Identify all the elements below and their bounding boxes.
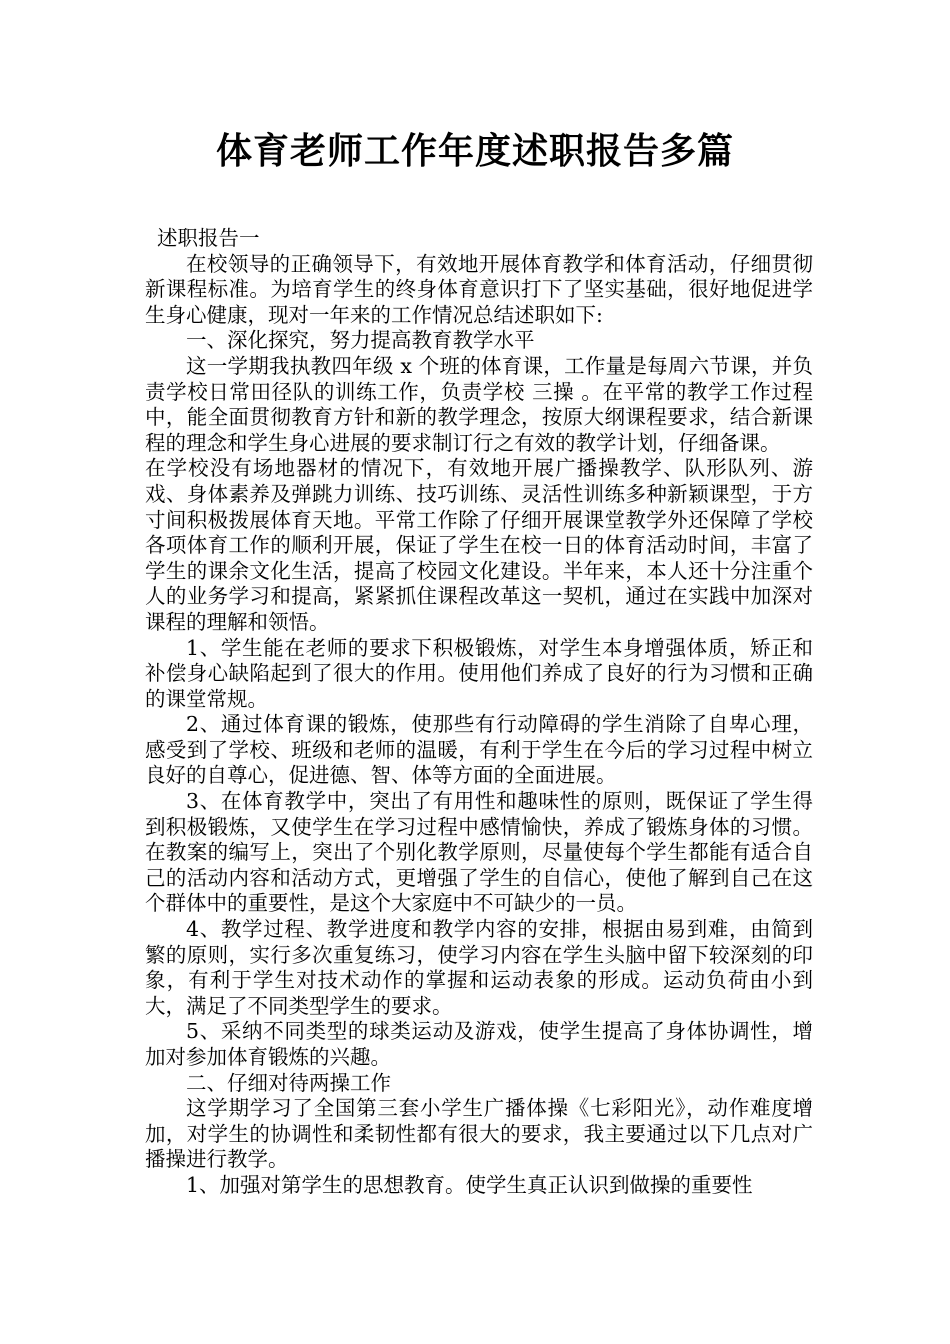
heading-section-one: 一、深化探究，努力提高教育教学水平 [186, 328, 535, 353]
paragraph: 这学期学习了全国第三套小学生广播体操《七彩阳光》，动作难度增加，对学生的协调性和柔韧性都有很大的要求，我主要通过以下几点对广播操进行教学。 [145, 1096, 813, 1172]
list-item: 1、学生能在老师的要求下积极锻炼，对学生本身增强体质，矫正和补偿身心缺陷起到了很大的作用。使用他们养成了良好的行为习惯和正确的课堂常规。 [145, 635, 813, 711]
list-item: 2、通过体育课的锻炼，使那些有行动障碍的学生消除了自卑心理，感受到了学校、班级和老师的温暖，有利于学生在今后的学习过程中树立良好的自尊心，促进德、智、体等方面的全面进展。 [145, 712, 813, 788]
document-title: 体育老师工作年度述职报告多篇 [215, 131, 734, 172]
list-item: 3、在体育教学中，突出了有用性和趣味性的原则，既保证了学生得到积极锻炼，又使学生在学习过程中感情愉快，养成了锻炼身体的习惯。在教案的编写上，突出了个别化教学原则，尽量使每个学生都能有适合自己的活动内容和活动方式，更增强了学生的自信心，使他了解到自己在这个群体中的重要性，是这个大家庭中不可缺少的一员。 [145, 789, 813, 916]
paragraph: 这一学期我执教四年级 x 个班的体育课，工作量是每周六节课，并负责学校日常田径队的训练工作，负责学校 三操 。在平常的教学工作过程中，能全面贯彻教育方针和新的教学理念，按原大纲课程要求，结合新课程的理念和学生身心进展的要求制订行之有效的教学计划，仔细备课。 [145, 353, 813, 455]
document-body [145, 226, 813, 1199]
report-section-label: 述职报告一 [157, 226, 260, 250]
paragraph-intro: 在校领导的正确领导下，有效地开展体育教学和体育活动，仔细贯彻新课程标准。为培育学生的终身体育意识打下了坚实基础，很好地促进学生身心健康，现对一年来的工作情况总结述职如下: [145, 251, 813, 327]
paragraph: 在学校没有场地器材的情况下，有效地开展广播操教学、队形队列、游戏、身体素养及弹跳力训练、技巧训练、灵活性训练多种新颖课型，于方寸间积极拨展体育天地。平常工作除了仔细开展课堂教学外还保障了学校各项体育工作的顺利开展，保证了学生在校一日的体育活动时间，丰富了学生的课余文化生活，提高了校园文化建设。半年来，本人还十分注重个人的业务学习和提高，紧紧抓住课程改革这一契机，通过在实践中加深对课程的理解和领悟。 [145, 456, 813, 634]
list-item: 5、采纳不同类型的球类运动及游戏，使学生提高了身体协调性，增加对参加体育锻炼的兴趣。 [145, 1019, 813, 1069]
heading-section-two: 二、仔细对待两操工作 [186, 1070, 391, 1095]
list-item: 4、教学过程、教学进度和教学内容的安排，根据由易到难，由简到繁的原则，实行多次重复练习，使学习内容在学生头脑中留下较深刻的印象，有利于学生对技术动作的掌握和运动表象的形成。运动负荷由小到大，满足了不同类型学生的要求。 [145, 917, 813, 1018]
list-item: 1、加强对第学生的思想教育。使学生真正认识到做操的重要性 [186, 1172, 753, 1197]
